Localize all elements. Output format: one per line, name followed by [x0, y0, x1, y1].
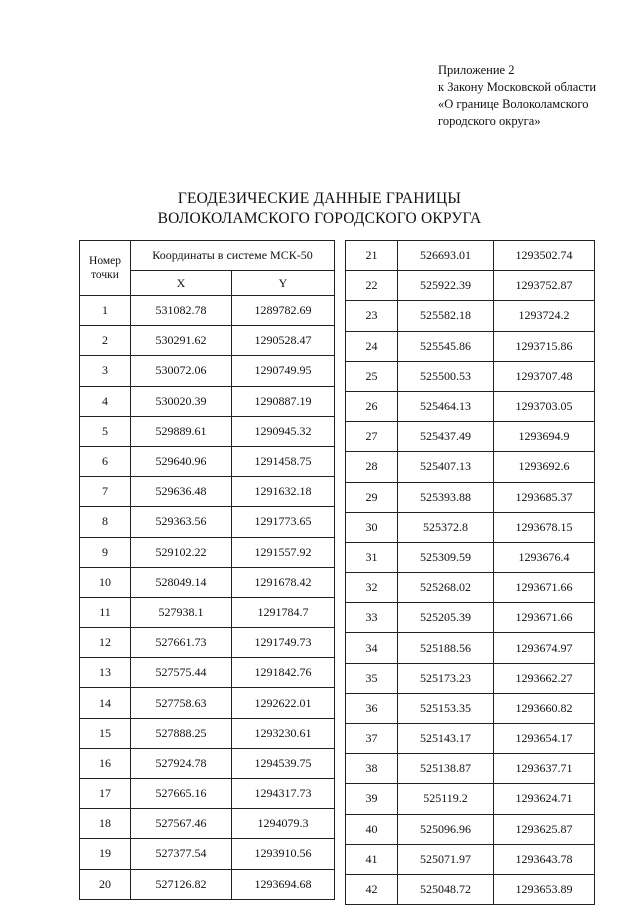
point-number-cell: 3: [80, 356, 131, 386]
y-coordinate-cell: 1290887.19: [232, 386, 335, 416]
x-coordinate-cell: 527126.82: [131, 869, 232, 899]
y-coordinate-cell: 1290749.95: [232, 356, 335, 386]
table-row: [346, 874, 595, 904]
x-coordinate-cell: 525464.13: [398, 391, 494, 421]
y-coordinate-cell: 1290945.32: [232, 416, 335, 446]
y-coordinate-cell: 1293230.61: [232, 718, 335, 748]
x-coordinate-cell: 525437.49: [398, 422, 494, 452]
y-coordinate-cell: 1293676.4: [494, 542, 595, 572]
x-coordinate-cell: 529363.56: [131, 507, 232, 537]
x-coordinate-cell: 527567.46: [131, 809, 232, 839]
x-coordinate-cell: 525071.97: [398, 844, 494, 874]
point-number-cell: 26: [346, 391, 398, 421]
x-coordinate-cell: 529102.22: [131, 537, 232, 567]
table-row: [80, 386, 335, 416]
x-coordinate-cell: 530020.39: [131, 386, 232, 416]
point-number-cell: 28: [346, 452, 398, 482]
y-coordinate-cell: 1293662.27: [494, 663, 595, 693]
point-number-cell: 20: [80, 869, 131, 899]
y-coordinate-cell: 1293660.82: [494, 693, 595, 723]
y-coordinate-cell: 1293694.9: [494, 422, 595, 452]
point-number-cell: 11: [80, 597, 131, 627]
table-row: [346, 361, 595, 391]
point-number-cell: 31: [346, 542, 398, 572]
table-row: [80, 567, 335, 597]
y-coordinate-cell: 1293624.71: [494, 784, 595, 814]
table-row: [80, 809, 335, 839]
x-coordinate-cell: 527938.1: [131, 597, 232, 627]
point-number-cell: 23: [346, 301, 398, 331]
y-coordinate-cell: 1291784.7: [232, 597, 335, 627]
y-coordinate-cell: 1291749.73: [232, 628, 335, 658]
point-number-cell: 16: [80, 748, 131, 778]
x-coordinate-cell: 530291.62: [131, 326, 232, 356]
point-number-cell: 32: [346, 573, 398, 603]
x-coordinate-cell: 527665.16: [131, 779, 232, 809]
appendix-line-3: «О границе Волоколамского: [438, 97, 589, 111]
x-coordinate-cell: 525173.23: [398, 663, 494, 693]
table-row: [80, 628, 335, 658]
point-number-cell: 24: [346, 331, 398, 361]
table-row: [80, 718, 335, 748]
y-coordinate-cell: 1293674.97: [494, 633, 595, 663]
x-coordinate-cell: 527377.54: [131, 839, 232, 869]
point-number-cell: 5: [80, 416, 131, 446]
table-row: [80, 356, 335, 386]
x-coordinate-cell: 525922.39: [398, 271, 494, 301]
x-coordinate-cell: 529640.96: [131, 446, 232, 476]
table-row: [80, 779, 335, 809]
table-row: [346, 512, 595, 542]
appendix-note: [438, 62, 596, 130]
point-number-cell: 38: [346, 754, 398, 784]
y-coordinate-cell: 1291773.65: [232, 507, 335, 537]
x-coordinate-cell: 531082.78: [131, 296, 232, 326]
x-coordinate-cell: 529636.48: [131, 477, 232, 507]
point-number-cell: 19: [80, 839, 131, 869]
y-coordinate-cell: 1293692.6: [494, 452, 595, 482]
point-number-cell: 35: [346, 663, 398, 693]
y-coordinate-cell: 1291842.76: [232, 658, 335, 688]
point-number-cell: 10: [80, 567, 131, 597]
table-body-right: [346, 241, 595, 905]
y-coordinate-cell: 1293910.56: [232, 839, 335, 869]
table-row: [346, 542, 595, 572]
table-row: [346, 271, 595, 301]
table-row: [80, 446, 335, 476]
x-coordinate-cell: 525153.35: [398, 693, 494, 723]
title-line-2: ВОЛОКОЛАМСКОГО ГОРОДСКОГО ОКРУГА: [157, 210, 482, 227]
table-row: [346, 301, 595, 331]
y-coordinate-cell: 1293678.15: [494, 512, 595, 542]
table-row: [346, 814, 595, 844]
title-line-1: ГЕОДЕЗИЧЕСКИЕ ДАННЫЕ ГРАНИЦЫ: [177, 190, 462, 207]
point-number-cell: 27: [346, 422, 398, 452]
table-row: [346, 724, 595, 754]
table-row: [346, 844, 595, 874]
point-number-cell: 15: [80, 718, 131, 748]
table-row: [80, 658, 335, 688]
table-row: [80, 839, 335, 869]
x-coordinate-cell: 525309.59: [398, 542, 494, 572]
point-number-cell: 4: [80, 386, 131, 416]
table-row: [80, 748, 335, 778]
point-number-cell: 14: [80, 688, 131, 718]
table-row: [80, 869, 335, 899]
y-coordinate-cell: 1293703.05: [494, 391, 595, 421]
point-number-cell: 2: [80, 326, 131, 356]
table-row: [346, 633, 595, 663]
y-coordinate-cell: 1291458.75: [232, 446, 335, 476]
x-coordinate-cell: 527661.73: [131, 628, 232, 658]
point-number-cell: 41: [346, 844, 398, 874]
x-coordinate-cell: 525143.17: [398, 724, 494, 754]
table-row: [80, 688, 335, 718]
y-coordinate-cell: 1294079.3: [232, 809, 335, 839]
header-x: X: [131, 271, 232, 296]
x-coordinate-cell: 525048.72: [398, 874, 494, 904]
table-row: [80, 296, 335, 326]
y-coordinate-cell: 1291632.18: [232, 477, 335, 507]
point-number-cell: 40: [346, 814, 398, 844]
table-row: [80, 326, 335, 356]
x-coordinate-cell: 525500.53: [398, 361, 494, 391]
table-row: [346, 482, 595, 512]
x-coordinate-cell: 525372.8: [398, 512, 494, 542]
table-row: [346, 693, 595, 723]
point-number-cell: 25: [346, 361, 398, 391]
header-number-line1: Номер: [89, 255, 121, 267]
point-number-cell: 37: [346, 724, 398, 754]
y-coordinate-cell: 1293643.78: [494, 844, 595, 874]
table-row: [346, 784, 595, 814]
page-title: [0, 189, 639, 229]
x-coordinate-cell: 527924.78: [131, 748, 232, 778]
y-coordinate-cell: 1289782.69: [232, 296, 335, 326]
point-number-cell: 9: [80, 537, 131, 567]
x-coordinate-cell: 525119.2: [398, 784, 494, 814]
appendix-line-4: городского округа»: [438, 114, 541, 128]
table-row: [80, 537, 335, 567]
point-number-cell: 33: [346, 603, 398, 633]
table-row: [346, 663, 595, 693]
appendix-line-2: к Закону Московской области: [438, 80, 597, 94]
x-coordinate-cell: 529889.61: [131, 416, 232, 446]
point-number-cell: 22: [346, 271, 398, 301]
point-number-cell: 13: [80, 658, 131, 688]
x-coordinate-cell: 527575.44: [131, 658, 232, 688]
coordinates-table-right: [345, 240, 595, 905]
point-number-cell: 39: [346, 784, 398, 814]
y-coordinate-cell: 1294539.75: [232, 748, 335, 778]
point-number-cell: 18: [80, 809, 131, 839]
y-coordinate-cell: 1293637.71: [494, 754, 595, 784]
x-coordinate-cell: 525582.18: [398, 301, 494, 331]
header-coordinates: Координаты в системе МСК-50: [131, 241, 335, 271]
table-row: [346, 452, 595, 482]
point-number-cell: 42: [346, 874, 398, 904]
point-number-cell: 21: [346, 241, 398, 271]
y-coordinate-cell: 1293625.87: [494, 814, 595, 844]
y-coordinate-cell: 1293707.48: [494, 361, 595, 391]
y-coordinate-cell: 1293654.17: [494, 724, 595, 754]
table-row: [346, 391, 595, 421]
point-number-cell: 1: [80, 296, 131, 326]
point-number-cell: 34: [346, 633, 398, 663]
header-number-line2: точки: [91, 269, 119, 281]
table-row: [346, 331, 595, 361]
y-coordinate-cell: 1293724.2: [494, 301, 595, 331]
x-coordinate-cell: 525393.88: [398, 482, 494, 512]
x-coordinate-cell: 525138.87: [398, 754, 494, 784]
point-number-cell: 30: [346, 512, 398, 542]
point-number-cell: 36: [346, 693, 398, 723]
x-coordinate-cell: 530072.06: [131, 356, 232, 386]
table-row: [346, 603, 595, 633]
y-coordinate-cell: 1292622.01: [232, 688, 335, 718]
y-coordinate-cell: 1293671.66: [494, 603, 595, 633]
y-coordinate-cell: 1293671.66: [494, 573, 595, 603]
x-coordinate-cell: 527888.25: [131, 718, 232, 748]
header-y: Y: [232, 271, 335, 296]
y-coordinate-cell: 1293502.74: [494, 241, 595, 271]
x-coordinate-cell: 525205.39: [398, 603, 494, 633]
table-row: [80, 507, 335, 537]
x-coordinate-cell: 525188.56: [398, 633, 494, 663]
table-row: [346, 241, 595, 271]
table-row: [80, 597, 335, 627]
coordinates-table-left: [79, 240, 335, 900]
table-row: [80, 416, 335, 446]
y-coordinate-cell: 1293694.68: [232, 869, 335, 899]
x-coordinate-cell: 525407.13: [398, 452, 494, 482]
point-number-cell: 12: [80, 628, 131, 658]
y-coordinate-cell: 1293752.87: [494, 271, 595, 301]
table-row: [80, 477, 335, 507]
point-number-cell: 6: [80, 446, 131, 476]
table-row: [346, 573, 595, 603]
y-coordinate-cell: 1293653.89: [494, 874, 595, 904]
header-point-number: [80, 241, 131, 296]
x-coordinate-cell: 527758.63: [131, 688, 232, 718]
y-coordinate-cell: 1294317.73: [232, 779, 335, 809]
appendix-line-1: Приложение 2: [438, 63, 515, 77]
y-coordinate-cell: 1291678.42: [232, 567, 335, 597]
y-coordinate-cell: 1293715.86: [494, 331, 595, 361]
y-coordinate-cell: 1293685.37: [494, 482, 595, 512]
y-coordinate-cell: 1290528.47: [232, 326, 335, 356]
point-number-cell: 17: [80, 779, 131, 809]
y-coordinate-cell: 1291557.92: [232, 537, 335, 567]
x-coordinate-cell: 528049.14: [131, 567, 232, 597]
x-coordinate-cell: 525096.96: [398, 814, 494, 844]
x-coordinate-cell: 526693.01: [398, 241, 494, 271]
point-number-cell: 7: [80, 477, 131, 507]
table-row: [346, 754, 595, 784]
point-number-cell: 8: [80, 507, 131, 537]
x-coordinate-cell: 525268.02: [398, 573, 494, 603]
table-body-left: [80, 296, 335, 900]
table-row: [346, 422, 595, 452]
point-number-cell: 29: [346, 482, 398, 512]
x-coordinate-cell: 525545.86: [398, 331, 494, 361]
